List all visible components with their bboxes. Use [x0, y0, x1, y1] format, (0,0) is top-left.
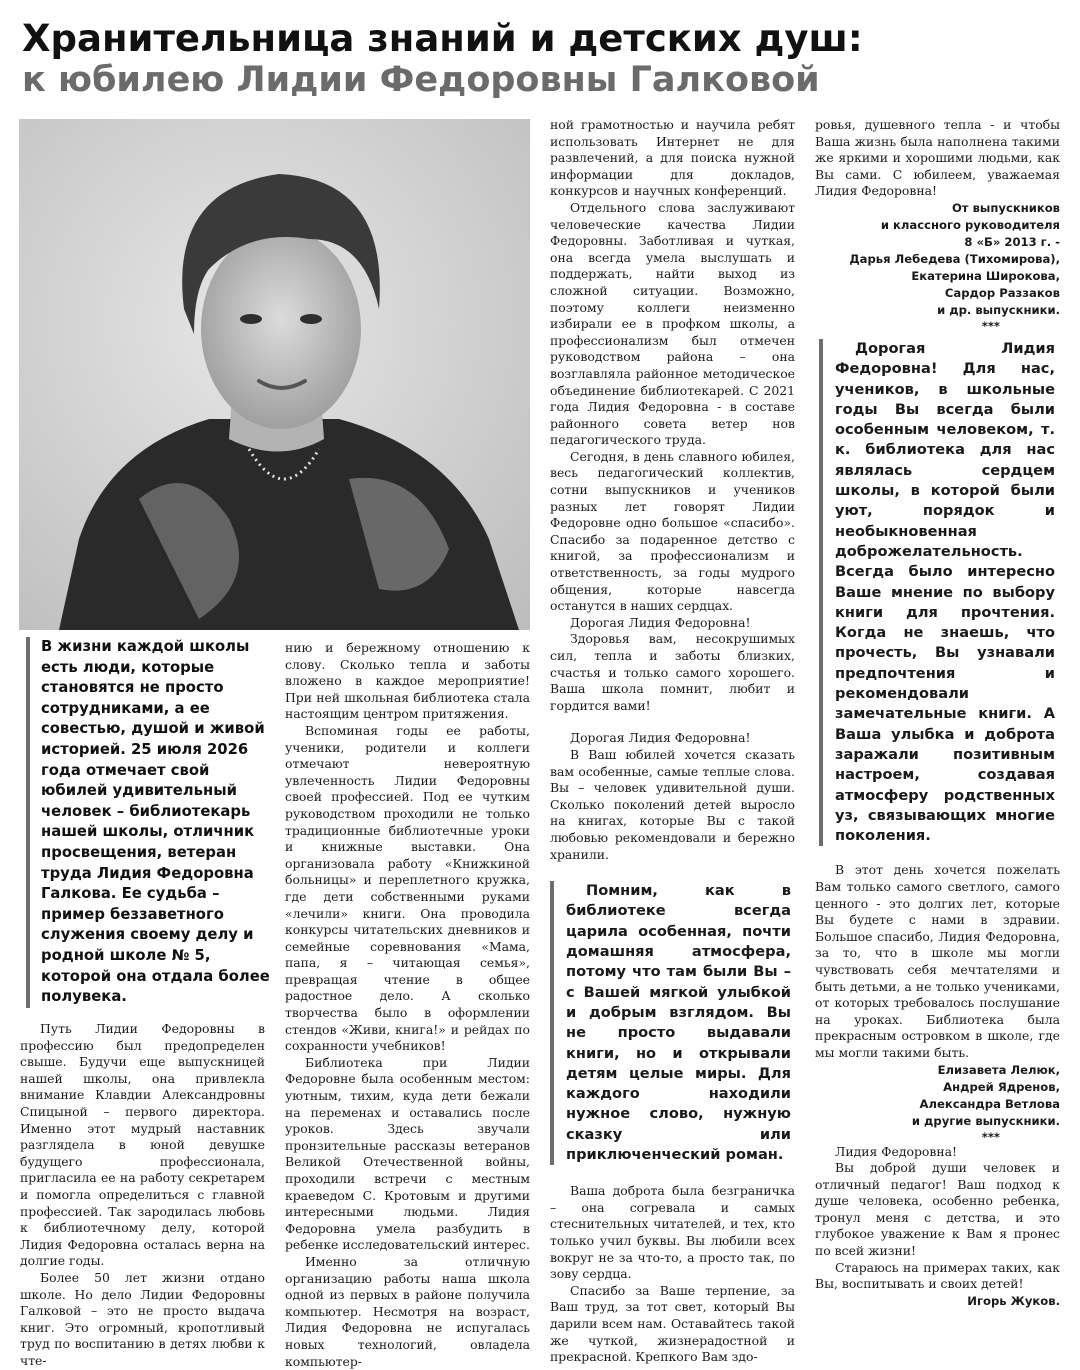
- paragraph: Отдельного слова заслуживают человеческие качества Лидии Федоровны. Заботливая и чуткая, она всегда умела выслушать и поддержать, найти выход из сложной ситуации. Возможно, поэтому коллеги неизменно избирали ее в профком школы, а профессионализм был отмечен руководством района – она возглавляла районное методическое объединение библиотекарей. С 2021 года Лидия Федоровна - в составе районного совета ветер нов педагогического труда.: [550, 199, 795, 448]
- paragraph: Вы доброй души человек и отличный педагог! Ваш подход к душе человека, особенно ребенка, тронул меня с детства, и это глубокое уважение к Вам я пронес по всей жизни!: [815, 1160, 1060, 1259]
- text-column-4: [815, 117, 1060, 1310]
- article-headline: [22, 18, 1062, 100]
- separator-stars: ***: [981, 1129, 1000, 1144]
- greeting: Лидия Федоровна!: [835, 1143, 957, 1159]
- signature-line: Игорь Жуков.: [967, 1293, 1060, 1308]
- paragraph: Именно за отличную организацию работы наша школа одной из первых в районе получила компьютер. Несмотря на возраст, Лидия Федоровна не испугалась новых технологий, овладела компьютер-: [285, 1253, 530, 1369]
- pull-quote-text: Помним, как в библиотеке всегда царила особенная, почти домашняя атмосфера, потому что там были Вы – с Вашей мягкой улыбкой и добрым взглядом. Вы не просто выдавали книги, но и открывали детям целые миры. Для каждого находили нужное слово, нужную сказку или приключенческий роман.: [566, 882, 791, 1163]
- paragraph: ной грамотностью и научила ребят использовать Интернет не для развлечений, а для поиска нужной информации для докладов, конкурсов и научных конференций.: [550, 117, 795, 199]
- signature-line: и классного руководителя: [880, 217, 1060, 232]
- paragraph: Путь Лидии Федоровны в профессию был предопределен свыше. Будучи еще выпускницей нашей школы, она привлекла внимание Клавдии Александровны Спицыной – первого директора. Именно этот мудрый наставник разглядела в юной девушке будущего профессионала, пригласила ее на работу секретарем и помогла определиться с главной профессией. Так зародилась любовь к библиотечному делу, которой Лидия Федоровна осталась верна на долгие годы.: [20, 1021, 265, 1269]
- signature-line: Андрей Ядренов,: [943, 1079, 1060, 1094]
- greeting: Дорогая Лидия Федоровна!: [570, 730, 751, 746]
- text-column-1: [20, 1021, 265, 1369]
- paragraph: Вспоминая годы ее работы, ученики, родители и коллеги отмечают невероятную увлеченность Лидии Федоровны своей профессией. Под ее чутким руководством проходили не только традиционные библиотечные уроки и книжные выставки. Она организовала работу «Книжкиной больницы» и переплетного кружка, где дети собственными руками «лечили» книги. Она проводила конкурсы читательских дневников и семейные соревнования «Мама, папа, я – читающая семья», превращая чтение в общее радостное дело. А сколько творчества было в оформлении стендов «Живи, книга!» и рейдах по сохранности учебников!: [285, 722, 530, 1054]
- paragraph: Ваша доброта была безграничка – она согревала и самых стеснительных читателей, и тех, кто только учил буквы. Вы любили всех вокруг не за что-то, а просто так, по зову сердца.: [550, 1183, 795, 1282]
- paragraph: Библиотека при Лидии Федоровне была особенным местом: уютным, тихим, куда дети бежали на переменах и оставались после уроков. Здесь звучали пронзительные рассказы ветеранов Великой Отечественной войны, проходили встречи с местным краеведом С. Кротовым и другими интересными людьми. Лидия Федоровна умела разбудить в ребенке исследовательский интерес.: [285, 1054, 530, 1253]
- headline-line-1: Хранительница знаний и детских душ:: [22, 17, 863, 60]
- signature-block: [815, 1062, 1060, 1130]
- greeting: Дорогая Лидия Федоровна!: [570, 614, 751, 630]
- pull-quote-text: Дорогая Лидия Федоровна! Для нас, учеников, в школьные годы Вы всегда были особенным человеком, т. к. библиотека для нас являлась сердцем школы, в которой были уют, порядок и необыкновенная доброжелательность. Всегда было интересно Ваше мнение по выбору книги для прочтения. Когда не знаешь, что прочесть, Вы узнавали предпочтения и рекомендовали замечательные книги. А Ваша улыбка и доброта заражали позитивным настроем, создавая атмосферу родственных уз, связывающих многие поколения.: [835, 339, 1055, 845]
- text-column-3: [550, 117, 795, 1366]
- lead-paragraph: [26, 637, 273, 1008]
- signature-line: 8 «Б» 2013 г. -: [964, 234, 1060, 249]
- signature-line: Александра Ветлова: [919, 1096, 1060, 1111]
- signature-line: и др. выпускники.: [937, 302, 1060, 317]
- pull-quote: [550, 881, 791, 1165]
- signature-line: Екатерина Широкова,: [911, 268, 1060, 283]
- paragraph: В этот день хочется пожелать Вам только самого светлого, самого ценного - это долгих лет, которые Вы будете с нами в здравии. Большое спасибо, Лидия Федоровна, за то, что в школе мы могли чувствовать себя мечтателями и быть детьми, а не только учениками, от которых требовалось послушание на уроках. Библиотека была прекрасным островком в школе, где мы могли такими быть.: [815, 862, 1060, 1060]
- paragraph: Здоровья вам, несокрушимых сил, тепла и заботы близких, счастья и только самого хорошего. Ваша школа помнит, любит и гордится вами!: [550, 631, 795, 713]
- signature-line: Елизавета Лелюк,: [937, 1062, 1060, 1077]
- pull-quote: [819, 339, 1055, 846]
- signature-block: [815, 200, 1060, 319]
- signature-line: Дарья Лебедева (Тихомирова),: [849, 251, 1060, 266]
- signature-line: Сардор Раззаков: [944, 285, 1060, 300]
- separator-stars: ***: [981, 318, 1000, 333]
- paragraph: Более 50 лет жизни отдано школе. Но дело Лидии Федоровны Галковой – это не просто выдача книг. Это огромный, кропотливый труд по воспитанию в детях любви к чте-: [20, 1269, 265, 1368]
- portrait-photo: [19, 119, 530, 630]
- portrait-photo-icon: [19, 119, 530, 630]
- lead-text: В жизни каждой школы есть люди, которые становятся не просто сотрудниками, а ее совестью, душой и живой историей. 25 июля 2026 года отмечает свой юбилей удивительный человек – библиотекарь нашей школы, отличник просвещения, ветеран труда Лидия Федоровна Галкова. Ее судьба – пример беззаветного служения своему делу и родной школе № 5, которой она отдала более полувека.: [41, 638, 270, 1006]
- paragraph: Стараюсь на примерах таких, как Вы, воспитывать и своих детей!: [815, 1259, 1060, 1292]
- paragraph: Спасибо за Ваше терпение, за Ваш труд, за тот свет, который Вы дарили всем нам. Оставайтесь такой же чуткой, жизнерадостной и прекрасной. Крепкого Вам здо-: [550, 1282, 795, 1365]
- paragraph: Сегодня, в день славного юбилея, весь педагогический коллектив, сотни выпускников и учеников разных лет говорят Лидии Федоровне одно большое «спасибо». Спасибо за подаренное детство с книгой, за профессионализм и ответственность, за годы мудрого общения, которые навсегда останутся в наших сердцах.: [550, 448, 795, 614]
- paragraph: нию и бережному отношению к слову. Сколько тепла и заботы вложено в каждое мероприятие! При ней школьная библиотека стала настоящим центром притяжения.: [285, 640, 530, 722]
- headline-line-2: к юбилею Лидии Федоровны Галковой: [22, 60, 820, 100]
- paragraph: В Ваш юбилей хочется сказать вам особенные, самые теплые слова. Вы – человек удивительной души. Сколько поколений детей выросло на книгах, которые Вы с такой любовью рекомендовали и бережно хранили.: [550, 746, 795, 862]
- signature-line: От выпускников: [951, 200, 1060, 215]
- text-column-2: [285, 640, 530, 1370]
- paragraph: ровья, душевного тепла - и чтобы Ваша жизнь была наполнена такими же яркими и хорошими людьми, как Вы сами. С юбилеем, уважаемая Лидия Федоровна!: [815, 117, 1060, 199]
- signature-line: и другие выпускники.: [911, 1113, 1060, 1128]
